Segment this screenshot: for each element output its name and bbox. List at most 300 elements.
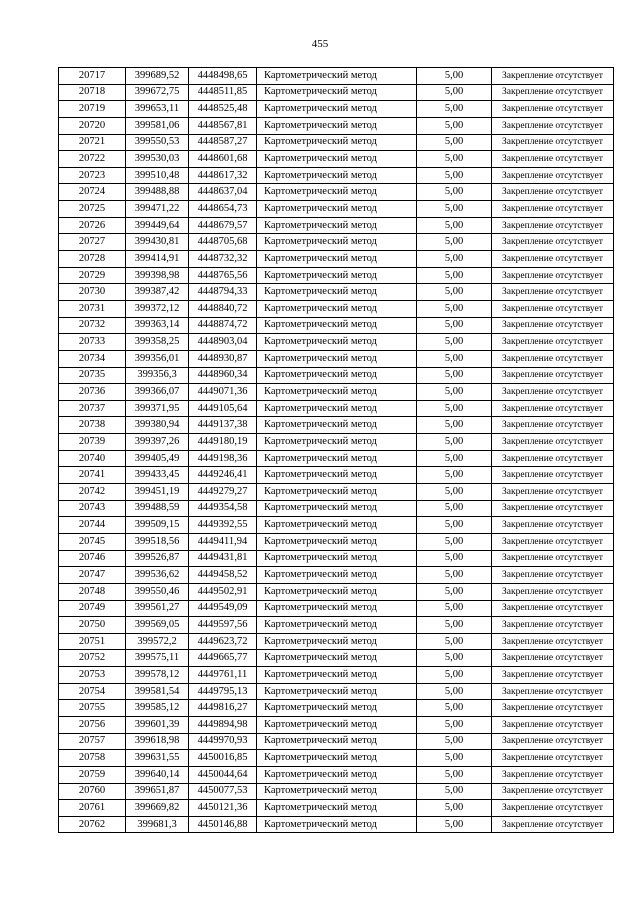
method-cell: Картометрический метод [257, 217, 417, 234]
point-number-cell: 20734 [59, 350, 126, 367]
y-coordinate-cell: 4448705,68 [189, 234, 257, 251]
table-row [59, 201, 614, 218]
table-row [59, 434, 614, 451]
accuracy-cell: 5,00 [417, 300, 492, 317]
x-coordinate-cell: 399387,42 [126, 284, 189, 301]
accuracy-cell: 5,00 [417, 284, 492, 301]
method-cell: Картометрический метод [257, 667, 417, 684]
accuracy-cell: 5,00 [417, 683, 492, 700]
table-row [59, 68, 614, 85]
table-row [59, 151, 614, 168]
accuracy-cell: 5,00 [417, 400, 492, 417]
x-coordinate-cell: 399451,19 [126, 484, 189, 501]
point-number-cell: 20728 [59, 251, 126, 268]
accuracy-cell: 5,00 [417, 68, 492, 85]
method-cell: Картометрический метод [257, 384, 417, 401]
y-coordinate-cell: 4450121,36 [189, 800, 257, 817]
x-coordinate-cell: 399578,12 [126, 667, 189, 684]
accuracy-cell: 5,00 [417, 167, 492, 184]
point-number-cell: 20758 [59, 750, 126, 767]
coordinates-table [58, 67, 614, 833]
fixation-cell: Закрепление отсутствует [492, 600, 614, 617]
x-coordinate-cell: 399689,52 [126, 68, 189, 85]
table-row [59, 267, 614, 284]
y-coordinate-cell: 4449816,27 [189, 700, 257, 717]
accuracy-cell: 5,00 [417, 467, 492, 484]
x-coordinate-cell: 399363,14 [126, 317, 189, 334]
table-row [59, 484, 614, 501]
table-row [59, 550, 614, 567]
table-row [59, 567, 614, 584]
accuracy-cell: 5,00 [417, 567, 492, 584]
point-number-cell: 20742 [59, 484, 126, 501]
method-cell: Картометрический метод [257, 350, 417, 367]
y-coordinate-cell: 4449597,56 [189, 617, 257, 634]
fixation-cell: Закрепление отсутствует [492, 101, 614, 118]
table-row [59, 583, 614, 600]
y-coordinate-cell: 4449795,13 [189, 683, 257, 700]
table-row [59, 234, 614, 251]
accuracy-cell: 5,00 [417, 517, 492, 534]
y-coordinate-cell: 4450077,53 [189, 783, 257, 800]
accuracy-cell: 5,00 [417, 450, 492, 467]
method-cell: Картометрический метод [257, 367, 417, 384]
accuracy-cell: 5,00 [417, 633, 492, 650]
y-coordinate-cell: 4449137,38 [189, 417, 257, 434]
y-coordinate-cell: 4450146,88 [189, 816, 257, 833]
point-number-cell: 20748 [59, 583, 126, 600]
method-cell: Картометрический метод [257, 300, 417, 317]
point-number-cell: 20746 [59, 550, 126, 567]
point-number-cell: 20762 [59, 816, 126, 833]
table-row [59, 184, 614, 201]
x-coordinate-cell: 399572,2 [126, 633, 189, 650]
y-coordinate-cell: 4449246,41 [189, 467, 257, 484]
x-coordinate-cell: 399356,3 [126, 367, 189, 384]
table-row [59, 667, 614, 684]
point-number-cell: 20733 [59, 334, 126, 351]
fixation-cell: Закрепление отсутствует [492, 167, 614, 184]
y-coordinate-cell: 4448794,33 [189, 284, 257, 301]
fixation-cell: Закрепление отсутствует [492, 300, 614, 317]
method-cell: Картометрический метод [257, 400, 417, 417]
accuracy-cell: 5,00 [417, 417, 492, 434]
table-row [59, 633, 614, 650]
accuracy-cell: 5,00 [417, 251, 492, 268]
x-coordinate-cell: 399471,22 [126, 201, 189, 218]
table-row [59, 716, 614, 733]
point-number-cell: 20754 [59, 683, 126, 700]
table-body [59, 68, 614, 833]
point-number-cell: 20752 [59, 650, 126, 667]
fixation-cell: Закрепление отсутствует [492, 217, 614, 234]
y-coordinate-cell: 4448960,34 [189, 367, 257, 384]
method-cell: Картометрический метод [257, 467, 417, 484]
point-number-cell: 20737 [59, 400, 126, 417]
method-cell: Картометрический метод [257, 267, 417, 284]
x-coordinate-cell: 399601,39 [126, 716, 189, 733]
accuracy-cell: 5,00 [417, 367, 492, 384]
method-cell: Картометрический метод [257, 533, 417, 550]
table-row [59, 284, 614, 301]
x-coordinate-cell: 399397,26 [126, 434, 189, 451]
x-coordinate-cell: 399550,46 [126, 583, 189, 600]
table-row [59, 750, 614, 767]
accuracy-cell: 5,00 [417, 317, 492, 334]
method-cell: Картометрический метод [257, 184, 417, 201]
x-coordinate-cell: 399653,11 [126, 101, 189, 118]
point-number-cell: 20717 [59, 68, 126, 85]
x-coordinate-cell: 399669,82 [126, 800, 189, 817]
accuracy-cell: 5,00 [417, 500, 492, 517]
accuracy-cell: 5,00 [417, 617, 492, 634]
point-number-cell: 20760 [59, 783, 126, 800]
y-coordinate-cell: 4448525,48 [189, 101, 257, 118]
point-number-cell: 20755 [59, 700, 126, 717]
point-number-cell: 20721 [59, 134, 126, 151]
fixation-cell: Закрепление отсутствует [492, 650, 614, 667]
y-coordinate-cell: 4449392,55 [189, 517, 257, 534]
method-cell: Картометрический метод [257, 800, 417, 817]
method-cell: Картометрический метод [257, 284, 417, 301]
y-coordinate-cell: 4449411,94 [189, 533, 257, 550]
table-row [59, 500, 614, 517]
method-cell: Картометрический метод [257, 550, 417, 567]
point-number-cell: 20725 [59, 201, 126, 218]
fixation-cell: Закрепление отсутствует [492, 134, 614, 151]
table-row [59, 617, 614, 634]
accuracy-cell: 5,00 [417, 384, 492, 401]
fixation-cell: Закрепление отсутствует [492, 450, 614, 467]
fixation-cell: Закрепление отсутствует [492, 766, 614, 783]
table-row [59, 101, 614, 118]
method-cell: Картометрический метод [257, 683, 417, 700]
y-coordinate-cell: 4449502,91 [189, 583, 257, 600]
y-coordinate-cell: 4448679,57 [189, 217, 257, 234]
x-coordinate-cell: 399366,07 [126, 384, 189, 401]
method-cell: Картометрический метод [257, 600, 417, 617]
method-cell: Картометрический метод [257, 500, 417, 517]
point-number-cell: 20753 [59, 667, 126, 684]
x-coordinate-cell: 399618,98 [126, 733, 189, 750]
table-row [59, 317, 614, 334]
accuracy-cell: 5,00 [417, 667, 492, 684]
y-coordinate-cell: 4449458,52 [189, 567, 257, 584]
point-number-cell: 20740 [59, 450, 126, 467]
point-number-cell: 20751 [59, 633, 126, 650]
fixation-cell: Закрепление отсутствует [492, 733, 614, 750]
point-number-cell: 20731 [59, 300, 126, 317]
method-cell: Картометрический метод [257, 517, 417, 534]
fixation-cell: Закрепление отсутствует [492, 683, 614, 700]
x-coordinate-cell: 399488,59 [126, 500, 189, 517]
accuracy-cell: 5,00 [417, 650, 492, 667]
fixation-cell: Закрепление отсутствует [492, 583, 614, 600]
x-coordinate-cell: 399575,11 [126, 650, 189, 667]
y-coordinate-cell: 4450016,85 [189, 750, 257, 767]
fixation-cell: Закрепление отсутствует [492, 251, 614, 268]
x-coordinate-cell: 399640,14 [126, 766, 189, 783]
accuracy-cell: 5,00 [417, 750, 492, 767]
x-coordinate-cell: 399681,3 [126, 816, 189, 833]
accuracy-cell: 5,00 [417, 583, 492, 600]
fixation-cell: Закрепление отсутствует [492, 284, 614, 301]
accuracy-cell: 5,00 [417, 550, 492, 567]
table-row [59, 766, 614, 783]
method-cell: Картометрический метод [257, 650, 417, 667]
method-cell: Картометрический метод [257, 700, 417, 717]
point-number-cell: 20743 [59, 500, 126, 517]
method-cell: Картометрический метод [257, 151, 417, 168]
method-cell: Картометрический метод [257, 583, 417, 600]
x-coordinate-cell: 399518,56 [126, 533, 189, 550]
method-cell: Картометрический метод [257, 766, 417, 783]
x-coordinate-cell: 399358,25 [126, 334, 189, 351]
fixation-cell: Закрепление отсутствует [492, 317, 614, 334]
fixation-cell: Закрепление отсутствует [492, 783, 614, 800]
method-cell: Картометрический метод [257, 816, 417, 833]
point-number-cell: 20722 [59, 151, 126, 168]
y-coordinate-cell: 4448903,04 [189, 334, 257, 351]
fixation-cell: Закрепление отсутствует [492, 517, 614, 534]
accuracy-cell: 5,00 [417, 816, 492, 833]
x-coordinate-cell: 399585,12 [126, 700, 189, 717]
method-cell: Картометрический метод [257, 251, 417, 268]
point-number-cell: 20735 [59, 367, 126, 384]
accuracy-cell: 5,00 [417, 334, 492, 351]
fixation-cell: Закрепление отсутствует [492, 800, 614, 817]
method-cell: Картометрический метод [257, 450, 417, 467]
y-coordinate-cell: 4448732,32 [189, 251, 257, 268]
point-number-cell: 20736 [59, 384, 126, 401]
fixation-cell: Закрепление отсутствует [492, 201, 614, 218]
x-coordinate-cell: 399550,53 [126, 134, 189, 151]
point-number-cell: 20739 [59, 434, 126, 451]
table-row [59, 800, 614, 817]
y-coordinate-cell: 4449105,64 [189, 400, 257, 417]
x-coordinate-cell: 399651,87 [126, 783, 189, 800]
point-number-cell: 20723 [59, 167, 126, 184]
method-cell: Картометрический метод [257, 167, 417, 184]
x-coordinate-cell: 399581,06 [126, 117, 189, 134]
point-number-cell: 20749 [59, 600, 126, 617]
point-number-cell: 20730 [59, 284, 126, 301]
fixation-cell: Закрепление отсутствует [492, 400, 614, 417]
table-row [59, 350, 614, 367]
method-cell: Картометрический метод [257, 716, 417, 733]
accuracy-cell: 5,00 [417, 800, 492, 817]
table-row [59, 517, 614, 534]
x-coordinate-cell: 399509,15 [126, 517, 189, 534]
point-number-cell: 20724 [59, 184, 126, 201]
x-coordinate-cell: 399672,75 [126, 84, 189, 101]
y-coordinate-cell: 4448567,81 [189, 117, 257, 134]
point-number-cell: 20756 [59, 716, 126, 733]
y-coordinate-cell: 4449180,19 [189, 434, 257, 451]
accuracy-cell: 5,00 [417, 84, 492, 101]
accuracy-cell: 5,00 [417, 201, 492, 218]
fixation-cell: Закрепление отсутствует [492, 467, 614, 484]
point-number-cell: 20759 [59, 766, 126, 783]
y-coordinate-cell: 4449071,36 [189, 384, 257, 401]
method-cell: Картометрический метод [257, 134, 417, 151]
y-coordinate-cell: 4448930,87 [189, 350, 257, 367]
y-coordinate-cell: 4449970,93 [189, 733, 257, 750]
x-coordinate-cell: 399569,05 [126, 617, 189, 634]
y-coordinate-cell: 4448511,85 [189, 84, 257, 101]
accuracy-cell: 5,00 [417, 533, 492, 550]
method-cell: Картометрический метод [257, 101, 417, 118]
fixation-cell: Закрепление отсутствует [492, 367, 614, 384]
y-coordinate-cell: 4448874,72 [189, 317, 257, 334]
point-number-cell: 20732 [59, 317, 126, 334]
fixation-cell: Закрепление отсутствует [492, 484, 614, 501]
x-coordinate-cell: 399371,95 [126, 400, 189, 417]
accuracy-cell: 5,00 [417, 350, 492, 367]
accuracy-cell: 5,00 [417, 484, 492, 501]
table-row [59, 167, 614, 184]
fixation-cell: Закрепление отсутствует [492, 617, 614, 634]
fixation-cell: Закрепление отсутствует [492, 667, 614, 684]
point-number-cell: 20729 [59, 267, 126, 284]
y-coordinate-cell: 4448765,56 [189, 267, 257, 284]
accuracy-cell: 5,00 [417, 600, 492, 617]
method-cell: Картометрический метод [257, 783, 417, 800]
y-coordinate-cell: 4449665,77 [189, 650, 257, 667]
x-coordinate-cell: 399380,94 [126, 417, 189, 434]
x-coordinate-cell: 399631,55 [126, 750, 189, 767]
y-coordinate-cell: 4449894,98 [189, 716, 257, 733]
table-row [59, 533, 614, 550]
x-coordinate-cell: 399405,49 [126, 450, 189, 467]
y-coordinate-cell: 4449198,36 [189, 450, 257, 467]
point-number-cell: 20761 [59, 800, 126, 817]
point-number-cell: 20718 [59, 84, 126, 101]
y-coordinate-cell: 4449623,72 [189, 633, 257, 650]
method-cell: Картометрический метод [257, 234, 417, 251]
method-cell: Картометрический метод [257, 633, 417, 650]
fixation-cell: Закрепление отсутствует [492, 267, 614, 284]
fixation-cell: Закрепление отсутствует [492, 550, 614, 567]
x-coordinate-cell: 399398,98 [126, 267, 189, 284]
table-row [59, 700, 614, 717]
x-coordinate-cell: 399488,88 [126, 184, 189, 201]
fixation-cell: Закрепление отсутствует [492, 184, 614, 201]
table-row [59, 650, 614, 667]
table-row [59, 417, 614, 434]
fixation-cell: Закрепление отсутствует [492, 234, 614, 251]
table-row [59, 217, 614, 234]
y-coordinate-cell: 4448498,65 [189, 68, 257, 85]
fixation-cell: Закрепление отсутствует [492, 434, 614, 451]
y-coordinate-cell: 4449354,58 [189, 500, 257, 517]
point-number-cell: 20720 [59, 117, 126, 134]
accuracy-cell: 5,00 [417, 184, 492, 201]
y-coordinate-cell: 4448840,72 [189, 300, 257, 317]
table-row [59, 733, 614, 750]
method-cell: Картометрический метод [257, 484, 417, 501]
x-coordinate-cell: 399433,45 [126, 467, 189, 484]
method-cell: Картометрический метод [257, 68, 417, 85]
fixation-cell: Закрепление отсутствует [492, 750, 614, 767]
y-coordinate-cell: 4449279,27 [189, 484, 257, 501]
accuracy-cell: 5,00 [417, 700, 492, 717]
accuracy-cell: 5,00 [417, 117, 492, 134]
fixation-cell: Закрепление отсутствует [492, 384, 614, 401]
accuracy-cell: 5,00 [417, 134, 492, 151]
method-cell: Картометрический метод [257, 417, 417, 434]
fixation-cell: Закрепление отсутствует [492, 334, 614, 351]
table-row [59, 683, 614, 700]
point-number-cell: 20750 [59, 617, 126, 634]
y-coordinate-cell: 4448587,27 [189, 134, 257, 151]
y-coordinate-cell: 4448654,73 [189, 201, 257, 218]
method-cell: Картометрический метод [257, 201, 417, 218]
x-coordinate-cell: 399526,87 [126, 550, 189, 567]
accuracy-cell: 5,00 [417, 151, 492, 168]
method-cell: Картометрический метод [257, 434, 417, 451]
fixation-cell: Закрепление отсутствует [492, 816, 614, 833]
accuracy-cell: 5,00 [417, 101, 492, 118]
fixation-cell: Закрепление отсутствует [492, 500, 614, 517]
point-number-cell: 20741 [59, 467, 126, 484]
accuracy-cell: 5,00 [417, 267, 492, 284]
table-row [59, 600, 614, 617]
x-coordinate-cell: 399510,48 [126, 167, 189, 184]
point-number-cell: 20745 [59, 533, 126, 550]
x-coordinate-cell: 399430,81 [126, 234, 189, 251]
method-cell: Картометрический метод [257, 317, 417, 334]
accuracy-cell: 5,00 [417, 783, 492, 800]
accuracy-cell: 5,00 [417, 217, 492, 234]
x-coordinate-cell: 399561,27 [126, 600, 189, 617]
fixation-cell: Закрепление отсутствует [492, 567, 614, 584]
method-cell: Картометрический метод [257, 117, 417, 134]
y-coordinate-cell: 4448601,68 [189, 151, 257, 168]
x-coordinate-cell: 399581,54 [126, 683, 189, 700]
point-number-cell: 20719 [59, 101, 126, 118]
accuracy-cell: 5,00 [417, 766, 492, 783]
table-row [59, 400, 614, 417]
table-row [59, 251, 614, 268]
fixation-cell: Закрепление отсутствует [492, 700, 614, 717]
x-coordinate-cell: 399372,12 [126, 300, 189, 317]
fixation-cell: Закрепление отсутствует [492, 633, 614, 650]
table-row [59, 300, 614, 317]
fixation-cell: Закрепление отсутствует [492, 533, 614, 550]
fixation-cell: Закрепление отсутствует [492, 68, 614, 85]
y-coordinate-cell: 4448637,04 [189, 184, 257, 201]
table-row [59, 134, 614, 151]
method-cell: Картометрический метод [257, 334, 417, 351]
point-number-cell: 20757 [59, 733, 126, 750]
fixation-cell: Закрепление отсутствует [492, 716, 614, 733]
point-number-cell: 20747 [59, 567, 126, 584]
fixation-cell: Закрепление отсутствует [492, 350, 614, 367]
table-row [59, 117, 614, 134]
method-cell: Картометрический метод [257, 84, 417, 101]
table-row [59, 334, 614, 351]
x-coordinate-cell: 399449,64 [126, 217, 189, 234]
accuracy-cell: 5,00 [417, 716, 492, 733]
method-cell: Картометрический метод [257, 750, 417, 767]
page-number: 455 [311, 38, 329, 50]
point-number-cell: 20726 [59, 217, 126, 234]
accuracy-cell: 5,00 [417, 733, 492, 750]
x-coordinate-cell: 399536,62 [126, 567, 189, 584]
point-number-cell: 20727 [59, 234, 126, 251]
method-cell: Картометрический метод [257, 567, 417, 584]
